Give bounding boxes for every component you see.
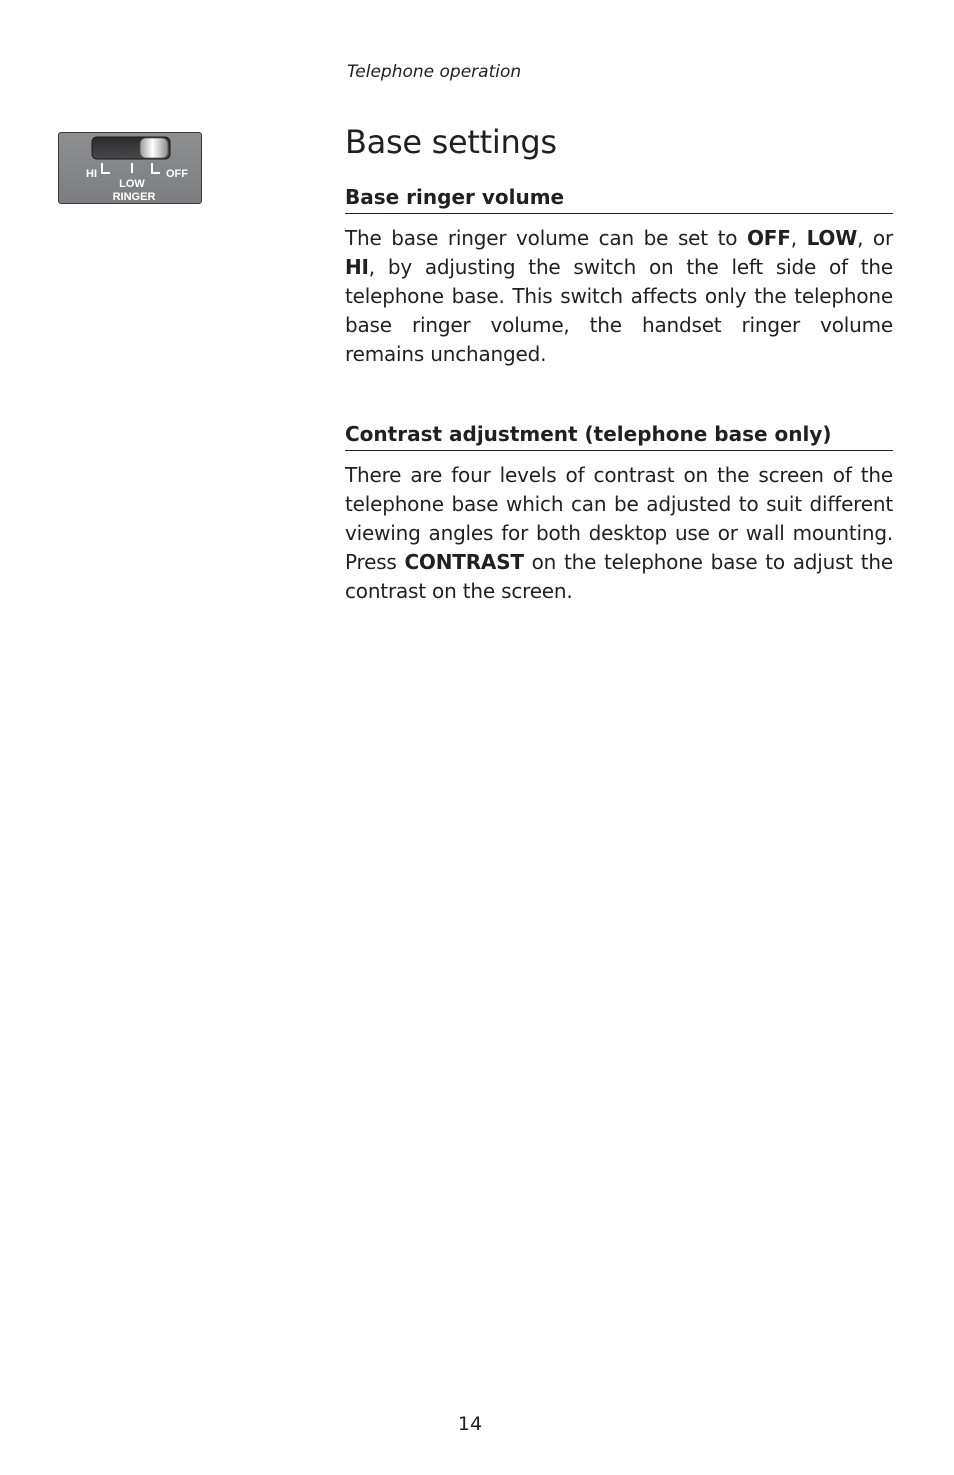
- page-number: 14: [457, 1413, 483, 1435]
- label-low: LOW: [119, 178, 145, 190]
- text-run: There are four levels of contrast on the screen of the telephone base which can be adjusted to suit different viewing angles for both desktop use or wall mounting. Press: [345, 463, 893, 574]
- text-run: , by adjusting the switch on the left side of the telephone base. This switch affects only the telephone base ringer volume, the handset ringer volume remains unchanged.: [345, 255, 893, 366]
- bold-contrast: CONTRAST: [404, 550, 524, 574]
- label-hi: HI: [86, 168, 97, 180]
- tick-off: [152, 163, 160, 173]
- label-off: OFF: [166, 168, 188, 180]
- main-content: [345, 120, 893, 606]
- section-heading-ringer-volume: Base ringer volume: [345, 184, 893, 214]
- label-ringer: RINGER: [112, 191, 156, 203]
- ringer-switch-illustration: [58, 132, 202, 204]
- bold-low: LOW: [806, 226, 858, 250]
- paragraph-contrast: [345, 461, 893, 606]
- tick-hi: [102, 163, 110, 173]
- text-run: The base ringer volume can be set to: [345, 226, 747, 250]
- text-run: on the telephone base to adjust the contrast on the screen.: [345, 550, 894, 603]
- section-heading-contrast: Contrast adjustment (telephone base only): [345, 421, 893, 451]
- text-run: , or: [857, 226, 893, 250]
- bold-hi: HI: [345, 255, 369, 279]
- bold-off: OFF: [746, 226, 791, 250]
- text-run: ,: [790, 226, 807, 250]
- ringer-switch-graphic: [59, 133, 201, 203]
- page-title: Base settings: [345, 123, 557, 161]
- running-header: Telephone operation: [347, 62, 522, 82]
- switch-knob: [140, 138, 168, 158]
- paragraph-ringer-volume: [345, 224, 893, 369]
